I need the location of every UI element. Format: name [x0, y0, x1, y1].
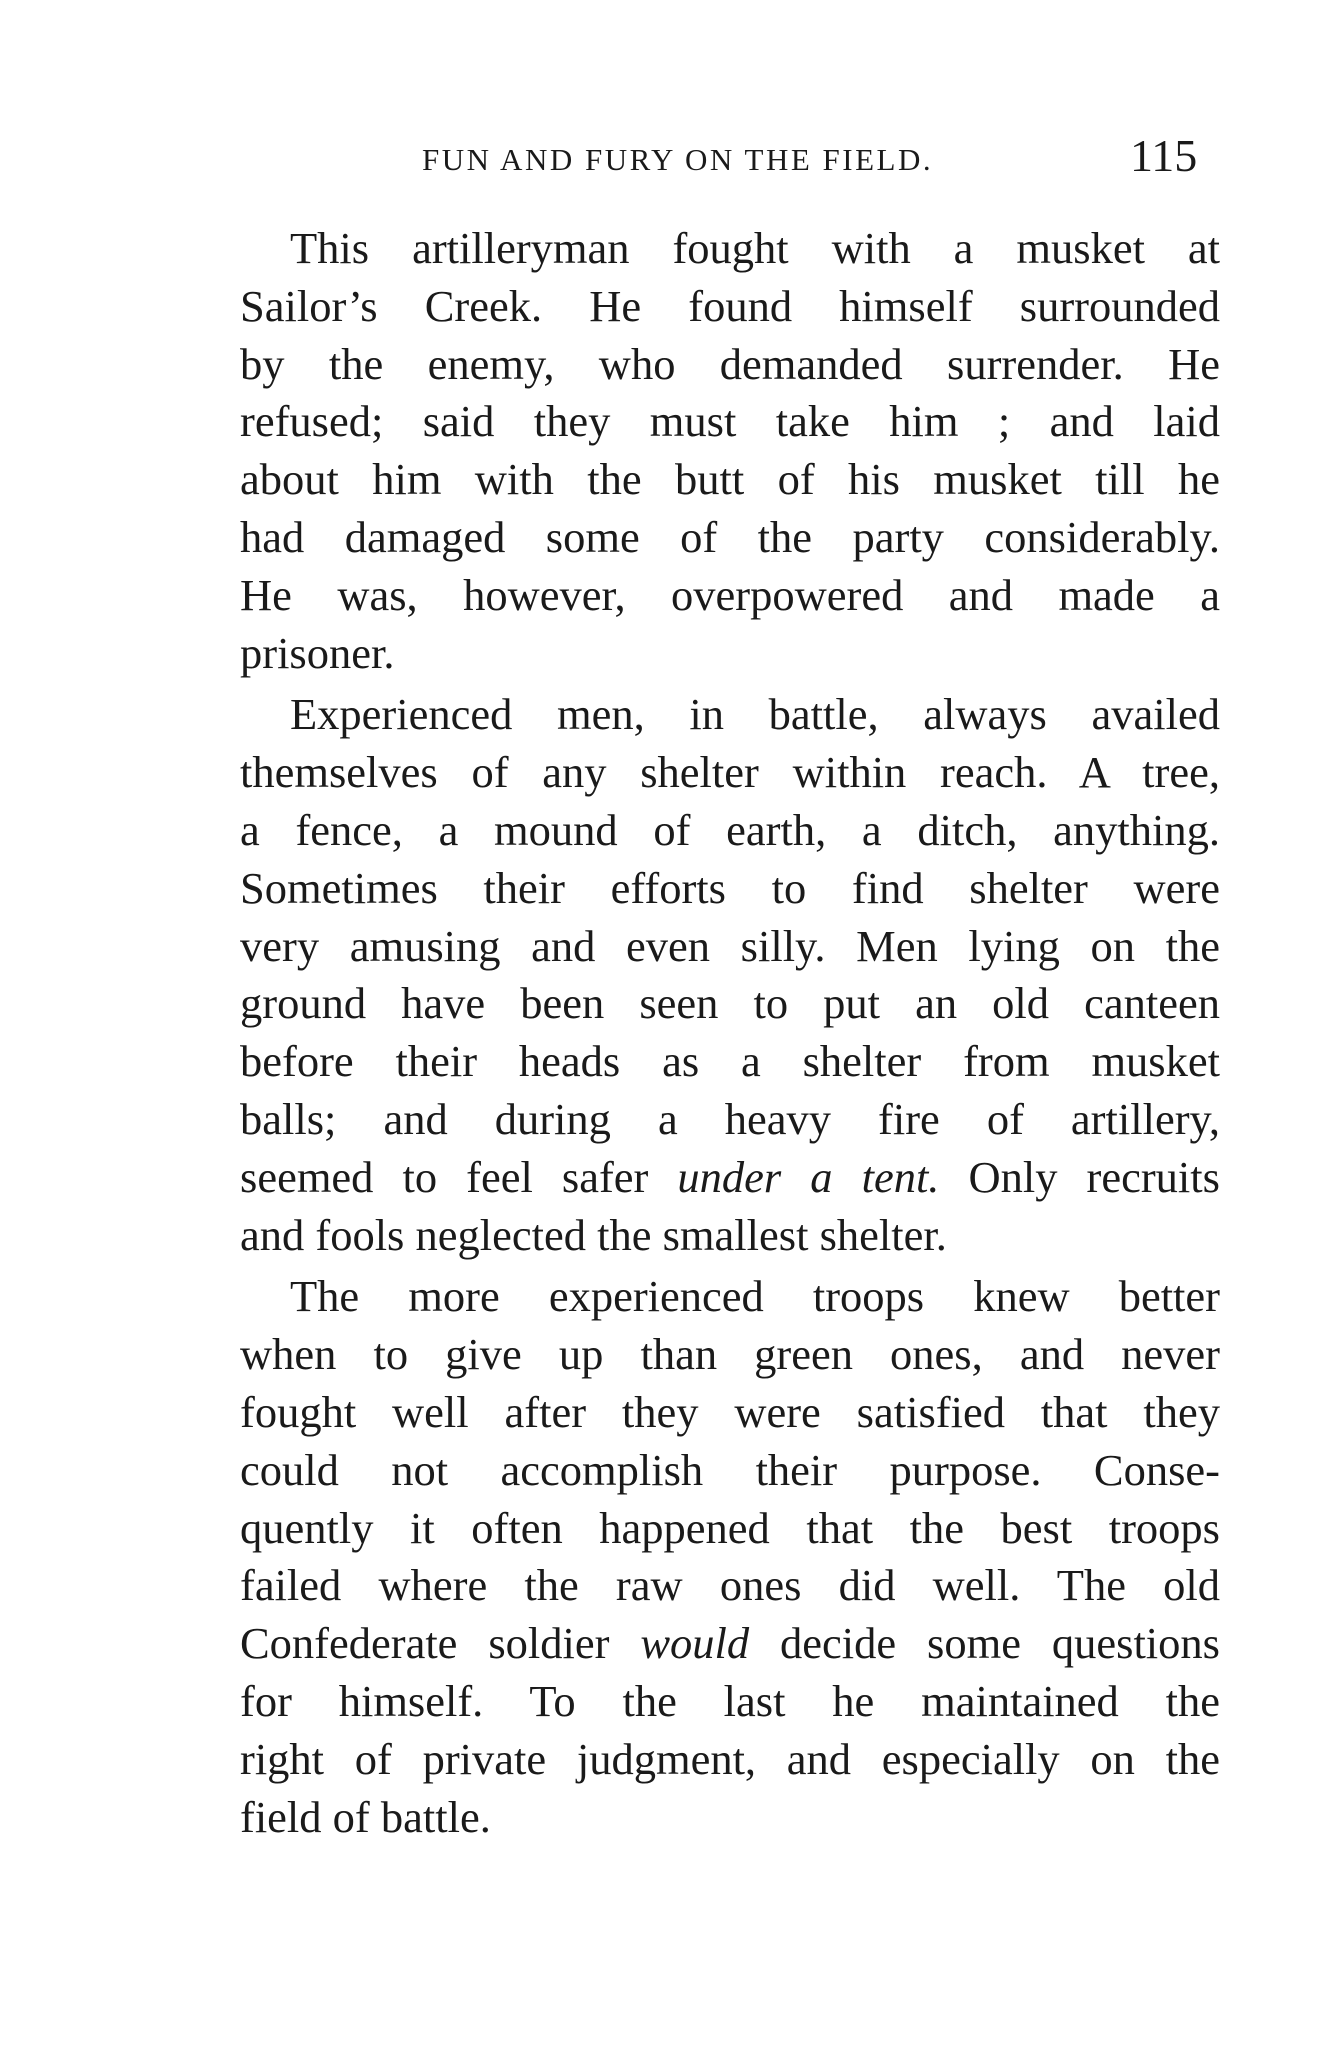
text-line: Experienced men, in battle, always availed — [290, 689, 1220, 740]
text-line: before their heads as a shelter from musket — [240, 1036, 1220, 1087]
body-text — [240, 220, 1220, 1846]
paragraph — [240, 686, 1220, 1264]
text-line: about him with the butt of his musket till he — [240, 454, 1220, 505]
text-segment: decide some questions — [749, 1618, 1220, 1669]
paragraph — [240, 220, 1220, 682]
running-title: FUN AND FURY ON THE FIELD. — [422, 142, 934, 177]
text-line: prisoner. — [240, 627, 395, 678]
italic-segment: under a tent. — [677, 1151, 940, 1202]
text-line: field of battle. — [240, 1791, 491, 1842]
text-line: when to give up than green ones, and never — [240, 1329, 1220, 1380]
text-line: very amusing and even silly. Men lying on the — [240, 920, 1220, 971]
text-line: for himself. To the last he maintained the — [240, 1675, 1220, 1726]
text-line: a fence, a mound of earth, a ditch, anything. — [240, 804, 1220, 855]
page-number: 115 — [1130, 130, 1198, 181]
text-line: fought well after they were satisfied that they — [240, 1386, 1220, 1437]
text-segment: Only recruits — [939, 1151, 1220, 1202]
text-line: He was, however, overpowered and made a — [240, 569, 1220, 620]
paragraph — [240, 1268, 1220, 1846]
text-line: could not accomplish their purpose. Conse- — [240, 1444, 1220, 1495]
text-line: Sometimes their efforts to find shelter were — [240, 862, 1220, 913]
text-line: ground have been seen to put an old canteen — [240, 978, 1220, 1029]
text-line — [240, 1149, 1220, 1207]
text-line: by the enemy, who demanded surrender. He — [240, 338, 1220, 389]
text-segment: seemed to feel safer — [240, 1151, 678, 1202]
text-line: right of private judgment, and especially on the — [240, 1733, 1220, 1784]
text-line: quently it often happened that the best troops — [240, 1502, 1220, 1553]
text-line — [240, 1615, 1220, 1673]
text-segment: Confederate soldier — [240, 1618, 641, 1669]
italic-segment: would — [640, 1618, 750, 1669]
text-line: The more experienced troops knew better — [290, 1271, 1220, 1322]
text-line: refused; said they must take him ; and laid — [240, 396, 1220, 447]
text-line: and fools neglected the smallest shelter. — [240, 1209, 947, 1260]
text-line: Sailor’s Creek. He found himself surrounded — [240, 280, 1220, 331]
text-line: themselves of any shelter within reach. A tree, — [240, 747, 1220, 798]
text-line: balls; and during a heavy fire of artillery, — [240, 1093, 1220, 1144]
text-line: failed where the raw ones did well. The old — [240, 1560, 1220, 1611]
text-line: This artilleryman fought with a musket at — [290, 223, 1220, 273]
text-line: had damaged some of the party considerably. — [240, 511, 1220, 562]
